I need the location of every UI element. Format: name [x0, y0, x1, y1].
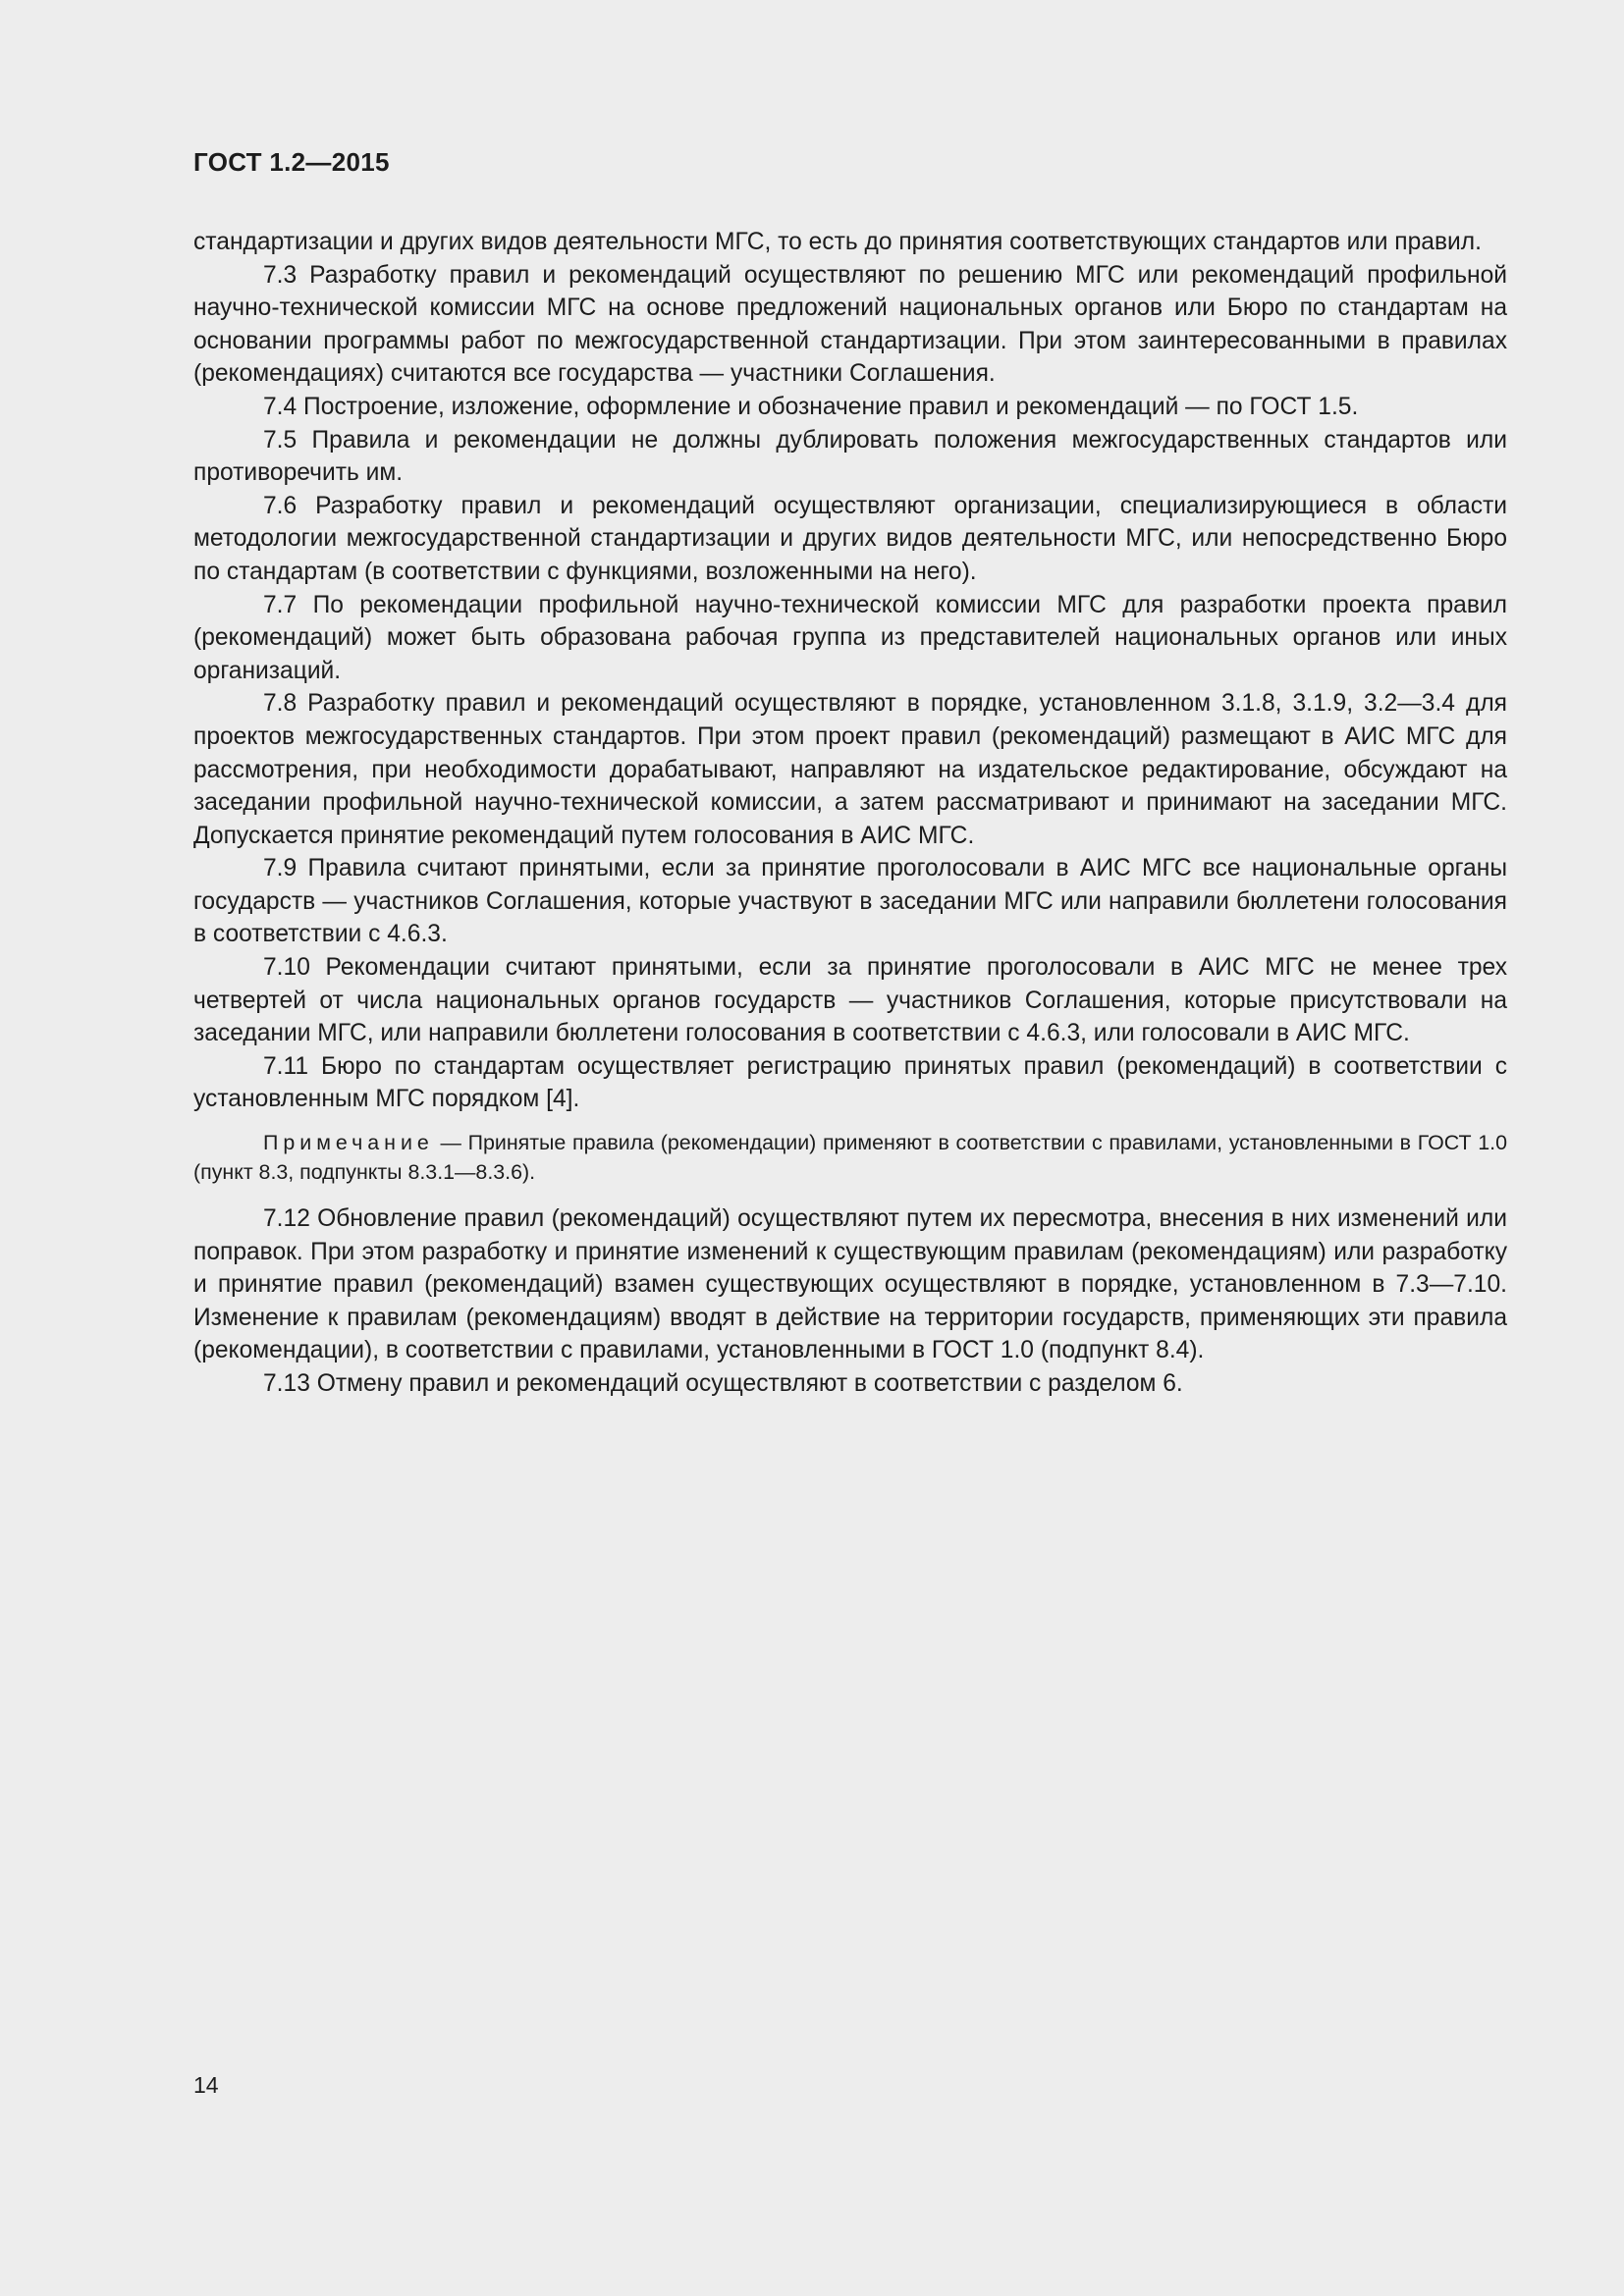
- paragraph-7-11: 7.11 Бюро по стандартам осуществляет регистрацию принятых правил (рекомендаций) в соответствии с установленным МГС порядком [4].: [193, 1052, 1507, 1113]
- page-number: 14: [193, 2072, 219, 2098]
- paragraph-7-4: 7.4 Построение, изложение, оформление и обозначение правил и рекомендаций — по ГОСТ 1.5.: [263, 393, 1359, 420]
- document-body: [193, 226, 1507, 1401]
- note-text: — Принятые правила (рекомендации) применяют в соответствии с правилами, установленными в ГОСТ 1.0 (пункт 8.3, подпункты 8.3.1—8.3.6).: [193, 1131, 1507, 1185]
- paragraph-continuation: стандартизации и других видов деятельности МГС, то есть до принятия соответствующих стандартов или правил.: [193, 229, 1482, 255]
- note-label: Примечание: [263, 1131, 434, 1155]
- note: [193, 1128, 1507, 1187]
- paragraph-7-3: 7.3 Разработку правил и рекомендаций осуществляют по решению МГС или рекомендаций профильной научно-технической комиссии МГС на основе предложений национальных органов или Бюро по стандартам на основании программы работ по межгосударственной стандартизации. При этом заинтересованными в правилах (рекомендациях) считаются все государства — участники Соглашения.: [193, 261, 1507, 388]
- paragraph-7-6: 7.6 Разработку правил и рекомендаций осуществляют организации, специализирующиеся в области методологии межгосударственной стандартизации и других видов деятельности МГС, или непосредственно Бюро по стандартам (в соответствии с функциями, возложенными на него).: [193, 492, 1507, 585]
- paragraph-7-8: 7.8 Разработку правил и рекомендаций осуществляют в порядке, установленном 3.1.8, 3.1.9, 3.2—3.4 для проектов межгосударственных стандартов. При этом проект правил (рекомендаций) размещают в АИС МГС для рассмотрения, при необходимости дорабатывают, направляют на издательское редактирование, обсуждают на заседании профильной научно-технической комиссии, а затем рассматривают и принимают на заседании МГС. Допускается принятие рекомендаций путем голосования в АИС МГС.: [193, 690, 1507, 849]
- document-header: ГОСТ 1.2—2015: [193, 147, 390, 177]
- paragraph-7-12: 7.12 Обновление правил (рекомендаций) осуществляют путем их пересмотра, внесения в них изменений или поправок. При этом разработку и принятие изменений к существующим правилам (рекомендациям) или разработку и принятие правил (рекомендаций) взамен существующих осуществляют в порядке, установленном в 7.3—7.10. Изменение к правилам (рекомендациям) вводят в действие на территории государств, применяющих эти правила (рекомендации), в соответствии с правилами, установленными в ГОСТ 1.0 (подпункт 8.4).: [193, 1205, 1507, 1364]
- paragraph-7-13: 7.13 Отмену правил и рекомендаций осуществляют в соответствии с разделом 6.: [263, 1370, 1183, 1397]
- paragraph-7-7: 7.7 По рекомендации профильной научно-технической комиссии МГС для разработки проекта правил (рекомендаций) может быть образована рабочая группа из представителей национальных органов или иных организаций.: [193, 591, 1507, 684]
- paragraph-7-10: 7.10 Рекомендации считают принятыми, если за принятие проголосовали в АИС МГС не менее трех четвертей от числа национальных органов государств — участников Соглашения, которые присутствовали на заседании МГС, или направили бюллетени голосования в соответствии с 4.6.3, или голосовали в АИС МГС.: [193, 954, 1507, 1047]
- paragraph-7-9: 7.9 Правила считают принятыми, если за принятие проголосовали в АИС МГС все национальные органы государств — участников Соглашения, которые участвуют в заседании МГС или направили бюллетени голосования в соответствии с 4.6.3.: [193, 855, 1507, 948]
- paragraph-7-5: 7.5 Правила и рекомендации не должны дублировать положения межгосударственных стандартов или противоречить им.: [193, 426, 1507, 487]
